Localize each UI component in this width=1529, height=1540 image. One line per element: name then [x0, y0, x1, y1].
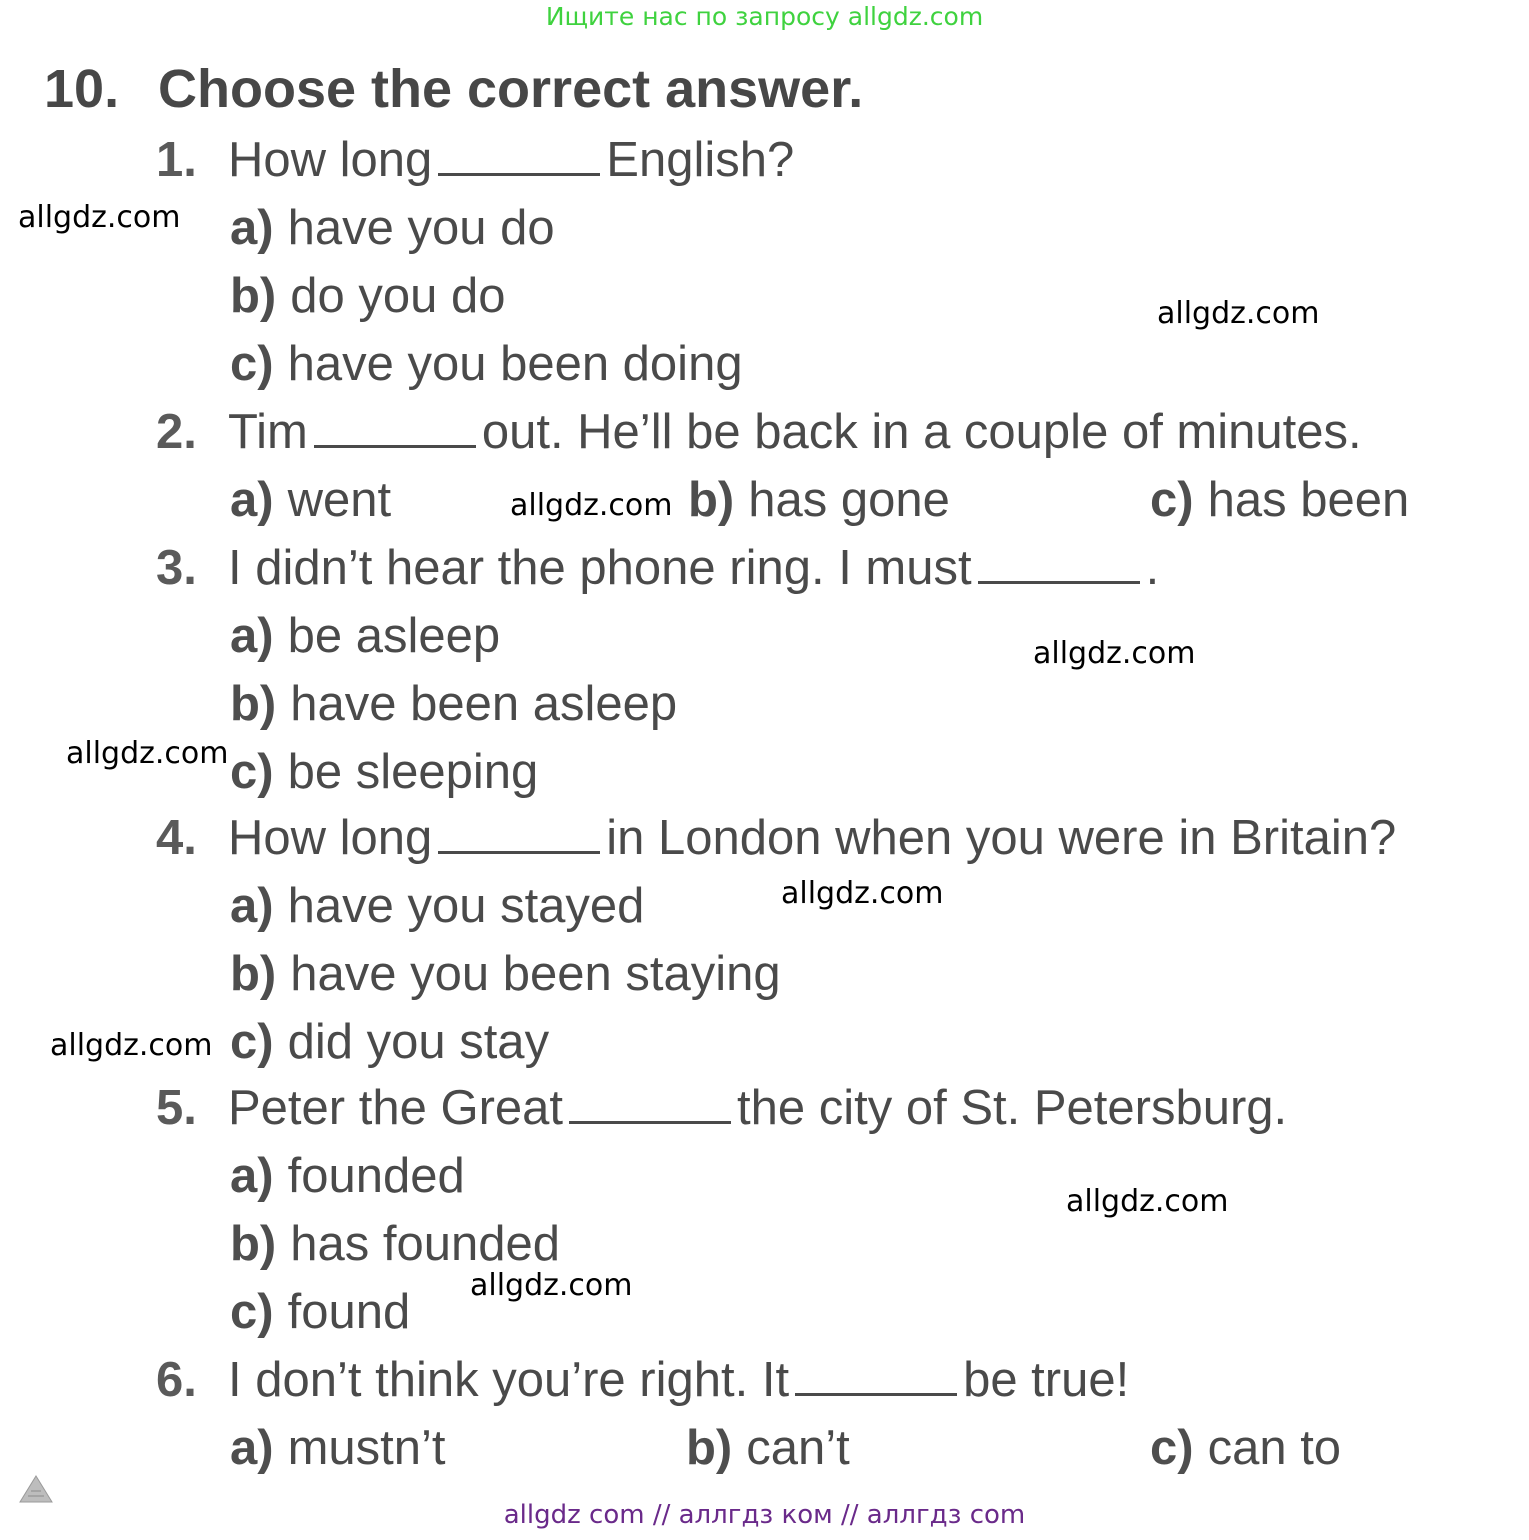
option-text: has been	[1207, 473, 1410, 527]
question-text-before: Tim	[228, 405, 308, 459]
option-letter: a)	[230, 473, 274, 527]
option-1a	[230, 200, 555, 256]
option-1c	[230, 336, 743, 392]
question-text-after: out. He’ll be back in a couple of minutes.	[481, 405, 1362, 459]
option-4c	[230, 1014, 549, 1070]
option-6b	[686, 1420, 850, 1476]
option-text: mustn’t	[287, 1421, 446, 1475]
question-text-after: the city of St. Petersburg.	[737, 1081, 1288, 1135]
option-letter: c)	[230, 1015, 274, 1069]
option-letter: a)	[230, 609, 274, 663]
option-text: can’t	[746, 1421, 850, 1475]
option-text: have you been doing	[287, 337, 743, 391]
option-4a	[230, 878, 644, 934]
option-letter: c)	[230, 337, 274, 391]
question-3	[156, 540, 1159, 596]
question-text-before: How long	[228, 811, 433, 865]
answer-blank	[978, 541, 1140, 584]
option-letter: c)	[1150, 1421, 1194, 1475]
option-2a	[230, 472, 391, 528]
option-text: can to	[1207, 1421, 1342, 1475]
answer-blank	[438, 811, 600, 854]
option-letter: b)	[688, 473, 735, 527]
question-6	[156, 1352, 1129, 1408]
option-letter: a)	[230, 879, 274, 933]
option-letter: b)	[686, 1421, 733, 1475]
option-4b	[230, 946, 781, 1002]
watermark: allgdz.com	[510, 488, 673, 523]
exercise-number: 10.	[44, 59, 120, 119]
option-2b	[688, 472, 950, 528]
watermark: allgdz.com	[18, 200, 181, 235]
option-letter: b)	[230, 947, 277, 1001]
option-3a	[230, 608, 500, 664]
option-5c	[230, 1284, 410, 1340]
question-text-before: How long	[228, 133, 433, 187]
question-text-before: Peter the Great	[228, 1081, 564, 1135]
question-4	[156, 810, 1396, 866]
option-text: do you do	[290, 269, 506, 323]
answer-blank	[795, 1353, 957, 1396]
option-3c	[230, 744, 538, 800]
option-text: founded	[287, 1149, 465, 1203]
answer-blank	[569, 1081, 731, 1124]
option-text: be asleep	[287, 609, 501, 663]
option-3b	[230, 676, 677, 732]
exercise-title	[44, 58, 863, 120]
watermark: allgdz.com	[50, 1028, 213, 1063]
question-text-after: .	[1145, 541, 1160, 595]
question-number: 1.	[156, 133, 197, 187]
option-letter: b)	[230, 1217, 277, 1271]
option-text: have been asleep	[290, 677, 678, 731]
option-letter: a)	[230, 1421, 274, 1475]
option-text: went	[287, 473, 392, 527]
watermark: allgdz.com	[1066, 1184, 1229, 1219]
option-letter: a)	[230, 1149, 274, 1203]
option-letter: b)	[230, 677, 277, 731]
option-text: has founded	[290, 1217, 560, 1271]
question-number: 3.	[156, 541, 197, 595]
option-text: did you stay	[287, 1015, 550, 1069]
answer-blank	[314, 405, 476, 448]
question-1	[156, 132, 794, 188]
watermark: allgdz.com	[1033, 636, 1196, 671]
option-text: have you been staying	[290, 947, 781, 1001]
answer-blank	[438, 133, 600, 176]
header-note: Ищите нас по запросу allgdz.com	[545, 2, 984, 31]
option-letter: a)	[230, 201, 274, 255]
question-2	[156, 404, 1362, 460]
option-6c	[1150, 1420, 1341, 1476]
question-number: 4.	[156, 811, 197, 865]
question-text-after: be true!	[963, 1353, 1130, 1407]
question-text-before: I don’t think you’re right. It	[228, 1353, 790, 1407]
watermark: allgdz.com	[1157, 296, 1320, 331]
option-letter: c)	[1150, 473, 1194, 527]
option-text: has gone	[748, 473, 950, 527]
question-text-before: I didn’t hear the phone ring. I must	[228, 541, 972, 595]
question-number: 6.	[156, 1353, 197, 1407]
option-5a	[230, 1148, 465, 1204]
question-text-after: English?	[606, 133, 795, 187]
option-1b	[230, 268, 506, 324]
option-2c	[1150, 472, 1409, 528]
option-text: have you do	[287, 201, 555, 255]
option-text: found	[287, 1285, 411, 1339]
question-5	[156, 1080, 1287, 1136]
option-text: have you stayed	[287, 879, 645, 933]
watermark: allgdz.com	[66, 736, 229, 771]
option-letter: b)	[230, 269, 277, 323]
question-text-after: in London when you were in Britain?	[606, 811, 1397, 865]
footer-watermark: allgdz com // аллгдз ком // аллгдз com	[503, 1500, 1026, 1530]
option-letter: c)	[230, 1285, 274, 1339]
option-6a	[230, 1420, 446, 1476]
watermark: allgdz.com	[470, 1268, 633, 1303]
option-letter: c)	[230, 745, 274, 799]
question-number: 5.	[156, 1081, 197, 1135]
option-5b	[230, 1216, 560, 1272]
exercise-instruction: Choose the correct answer.	[158, 59, 864, 119]
question-number: 2.	[156, 405, 197, 459]
option-text: be sleeping	[287, 745, 539, 799]
watermark: allgdz.com	[781, 876, 944, 911]
